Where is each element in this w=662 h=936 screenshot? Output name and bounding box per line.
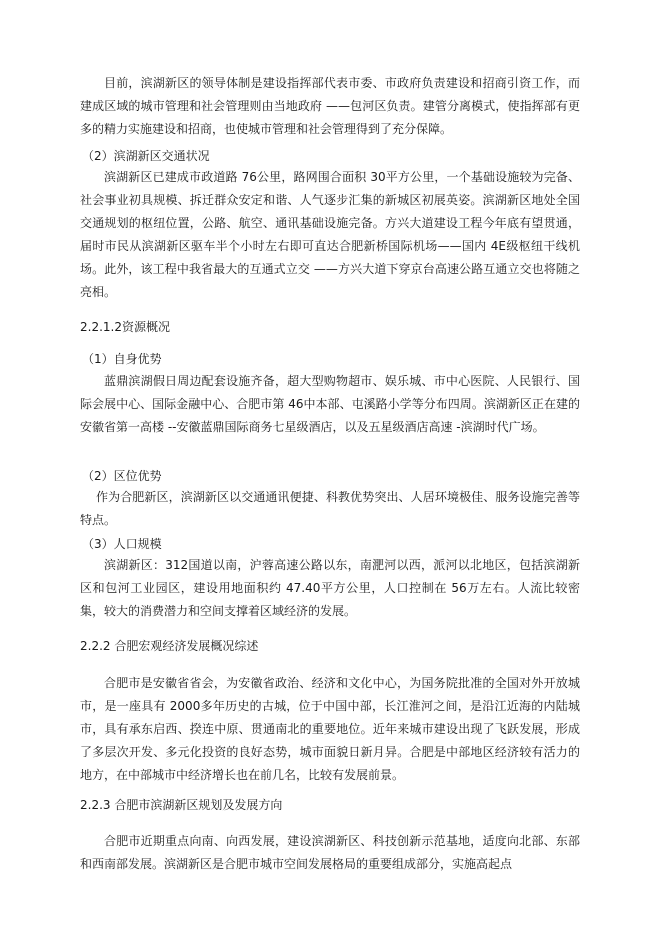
heading-222: 2.2.2 合肥宏观经济发展概况综述	[80, 639, 259, 653]
paragraph-hefei-overview: 合肥市是安徽省省会，为安徽省政治、经济和文化中心，为国务院批准的全国对外开放城市，是一座具有 2000多年历史的古城，位于中国中部，长江淮河之间，是沿江近海的内陆城市，具有承东启西、揆连中原、贯通南北的重要地位。近年来城市建设出现了飞跃发展，形成了多层次开发、多元化投资的良好态势，城市面貌日新月异。合肥是中部地区经济较有活力的地方，在中部城市中经济增长也在前几名，比较有发展前景。	[80, 676, 580, 782]
paragraph-self-advantage: 蓝鼎滨湖假日周边配套设施齐备，超大型购物超市、娱乐城、市中心医院、人民银行、国际会展中心、国际金融中心、合肥市第 46中本部、屯溪路小学等分布四周。滨湖新区正在建的安徽省第一高楼 --安徽蓝鼎国际商务七星级酒店，以及五星级酒店高速 -滨湖时代广场。	[80, 374, 580, 434]
heading-traffic: （2）滨湖新区交通状况	[82, 149, 210, 163]
heading-self-advantage: （1）自身优势	[82, 352, 162, 366]
heading-location-advantage: （2）区位优势	[82, 469, 162, 483]
paragraph-location-advantage: 作为合肥新区，滨湖新区以交通通讯便捷、科教优势突出、人居环境极佳、服务设施完善等特点。	[80, 490, 580, 527]
paragraph-planning: 合肥市近期重点向南、向西发展，建设滨湖新区、科技创新示范基地，适度向北部、东部和西南部发展。滨湖新区是合肥市城市空间发展格局的重要组成部分，实施高起点	[80, 834, 580, 871]
heading-population: （3）人口规模	[82, 537, 162, 551]
paragraph-leadership: 目前，滨湖新区的领导体制是建设指挥部代表市委、市政府负责建设和招商引资工作，而建成区域的城市管理和社会管理则由当地政府 ——包河区负责。建管分离模式，使指挥部有更多的精力实施建设和招商，也使城市管理和社会管理得到了充分保障。	[80, 76, 580, 136]
paragraph-population: 滨湖新区：312国道以南，沪蓉高速公路以东，南淝河以西，派河以北地区，包括滨湖新区和包河工业园区，建设用地面积约 47.40平方公里，人口控制在 56万左右。人流比较密集，较大的消费潜力和空间支撑着区域经济的发展。	[80, 558, 580, 618]
heading-2212: 2.2.1.2资源概况	[80, 320, 170, 334]
paragraph-traffic: 滨湖新区已建成市政道路 76公里，路网围合面积 30平方公里，一个基础设施较为完备、社会事业初具规模、拆迁群众安定和谐、人气逐步汇集的新城区初展英姿。滨湖新区地处全国交通规划的枢纽位置，公路、航空、通讯基础设施完备。方兴大道建设工程今年底有望贯通，届时市民从滨湖新区驱车半个小时左右即可直达合肥新桥国际机场——国内 4E级枢纽干线机场。此外，该工程中我省最大的互通式立交 ——方兴大道下穿京台高速公路互通立交也将随之亮相。	[80, 170, 580, 299]
heading-223: 2.2.3 合肥市滨湖新区规划及发展方向	[80, 798, 283, 812]
